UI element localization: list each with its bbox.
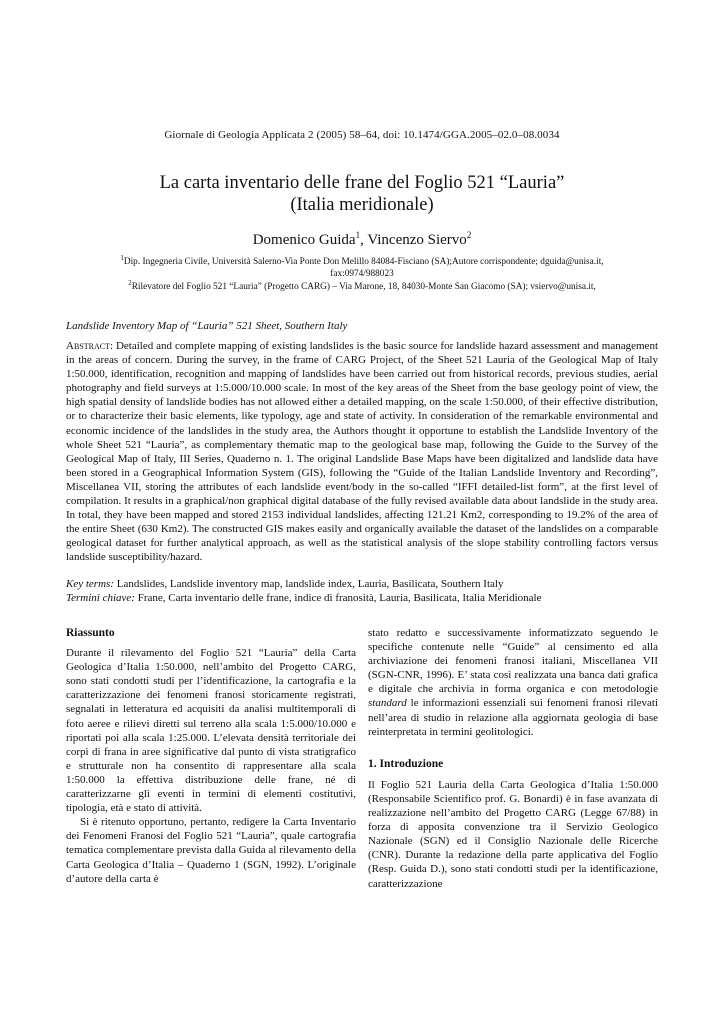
affiliation-marker: 1 [120, 254, 124, 262]
affiliation-marker: 2 [466, 230, 472, 240]
riassunto-text: stato redatto e successivamente informatizzato seguendo le specifiche contenute nelle “Guide” al censimento ed alla archiviazione dei fenomeni franosi italiani, Miscellanea VII (SGN-CNR, 1996). E’ stata così realizzata una banca dati grafica e digitale che archivia in forma organica e con metodologie [368, 627, 658, 696]
affiliation-text: Rilevatore del Foglio 521 “Lauria” (Progetto CARG) – Via Marone, 18, 84030-Monte San Giacomo (SA); vsiervo@unisa.it, [131, 282, 596, 293]
title-line-1: La carta inventario delle frane del Foglio 521 “Lauria” [159, 173, 565, 193]
introduzione-paragraph-1: Il Foglio 521 Lauria della Carta Geologica d’Italia 1:50.000 (Responsabile Scientifico prof. G. Bonardi) è in fase avanzata di realizzazione nell’ambito del Progetto CARG (Legge 67/88) in forza di apposita convenzione tra il Servizio Geologico Nazionale (SGN) ed il Consiglio Nazionale delle Ricerche (CNR). Durante la redazione della parte applicativa del Foglio (Resp. Guida D.), sono stati condotti studi per la identificazione, caratterizzazione [368, 778, 658, 890]
riassunto-paragraph-1: Durante il rilevamento del Foglio 521 “Lauria” della Carta Geologica d’Italia 1:50.000, nell’ambito del Progetto CARG, sono stati condotti studi per l’identificazione, la cartografia e la caratterizzazione dei fenomeni franosi storicamente registrati, segnalati in letteratura ed acquisiti da analisi multitemporali di foto aeree e rilievi diretti sul terreno alla scala 1:5.000/10.000 e riportati poi alla scala 1:25.000. L’elevata densità territoriale dei corpi di frana in aree significative dal punto di vista stratigrafico e strutturale non ha consentito di rappresentare alla scala 1:50.000 la effettiva distribuzione delle frane, né di caratterizzarne gli eventi in termini di elementi costitutivi, tipologia, età e stato di attività. [66, 647, 356, 815]
left-column [66, 626, 356, 886]
affiliation-line [60, 277, 664, 293]
riassunto-paragraph-2: Si è ritenuto opportuno, pertanto, redigere la Carta Inventario dei Fenomeni Franosi del Foglio 521 “Lauria”, quale cartografia tematica complementare prevista dalla Guida al rilevamento della Carta Geologica d’Italia – Quaderno 1 (SGN, 1992). L’originale d’autore della carta è [66, 816, 356, 885]
author-separator: , [360, 232, 368, 248]
riassunto-italic-term: standard [368, 697, 407, 710]
termini-chiave-text: Frane, Carta inventario delle frane, indice di franosità, Lauria, Basilicata, Italia Meridionale [134, 592, 542, 604]
paper-title [0, 172, 724, 216]
affiliation-marker: 2 [128, 279, 132, 287]
journal-citation: Giornale di Geologia Applicata 2 (2005) 58–64, doi: 10.1474/GGA.2005–02.0–08.0034 [164, 129, 560, 141]
key-terms-text: Landslides, Landslide inventory map, landslide index, Lauria, Basilicata, Southern Italy [113, 578, 504, 590]
riassunto-paragraph-continued [368, 626, 658, 739]
author-name: Vincenzo Siervo [367, 232, 467, 248]
affiliation-line: fax:0974/988023 [330, 269, 394, 280]
abstract [66, 339, 658, 565]
affiliation-2 [60, 277, 664, 293]
key-terms [66, 577, 666, 591]
affiliation-text: Dip. Ingegneria Civile, Università Salerno-Via Ponte Don Melillo 84084-Fisciano (SA);Autore corrispondente; dguida@unisa.it, [123, 257, 604, 268]
english-title: Landslide Inventory Map of “Lauria” 521 Sheet, Southern Italy [66, 320, 348, 332]
key-terms-label: Key terms: [66, 578, 114, 590]
author-list [0, 230, 724, 249]
abstract-label: Abstract: [66, 340, 114, 352]
title-line-2: (Italia meridionale) [290, 195, 434, 215]
termini-chiave-label: Termini chiave: [66, 592, 135, 604]
termini-chiave [66, 591, 666, 605]
right-column [368, 626, 658, 891]
affiliation-marker: 1 [355, 230, 361, 240]
abstract-text: Detailed and complete mapping of existing landslides is the basic source for landslide hazard assessment and management in the areas of concern. During the survey, in the frame of CARG Project, of the Sheet 521 Lauria of the Geological Map of Italy 1:50.000, identification, recognition and mapping of landslides have been carried out from historical records, previous studies, aerial photography and field surveys at 1:5.000/10.000 scale. In most of the key areas of the Sheet from the base geology point of view, the high spatial density of landslide bodies has not allowed either a detailed mapping, on the scale 1:50.000, of their effective distribution, or to characterize their basic elements, like typology, age and state of activity. In consideration of the remarkable environmental and economic incidence of the landslides in the study area, the Authors thought it opportune to establish the Landslide Inventory of the whole Sheet 521 “Lauria”, as complementary thematic map to the geological base map, following the Guide to the Survey of the Geological Map of Italy, III Series, Quaderno n. 1. The original Landslide Base Maps have been digitalized and landslide data have been stored in a Geographical Information System (GIS), following the “Guide of the Italian Landslide Inventory and Recording”, Miscellanea VII, storing the attributes of each landslide event/body in the so-called “IFFI detailed-list form”, at the first level of compilation. It results in a graphical/non graphical digital database of the fully revised available data about landslide in the study area. In total, they have been mapped and stored 2153 individual landslides, affecting 121.21 Km2, corresponding to 19.2% of the area of the entire Sheet (630 Km2). The constructed GIS makes easily and organically available the dataset of the landslides on a comparable geological dataset for further analytical approach, as well as the statistical analysis of the slope stability controlling factors versus landslide susceptibility/hazard. [66, 340, 658, 564]
section-heading-introduzione: 1. Introduzione [368, 757, 444, 770]
section-heading-riassunto: Riassunto [66, 627, 115, 639]
affiliation-line [60, 252, 664, 268]
affiliation-1 [60, 252, 664, 280]
riassunto-text: le informazioni essenziali sui fenomeni franosi rilevati nell’area di studio in relazione alla aggiornata geologia di base reinterpretata in termini geolitologici. [368, 697, 658, 738]
author-name: Domenico Guida [252, 232, 356, 248]
